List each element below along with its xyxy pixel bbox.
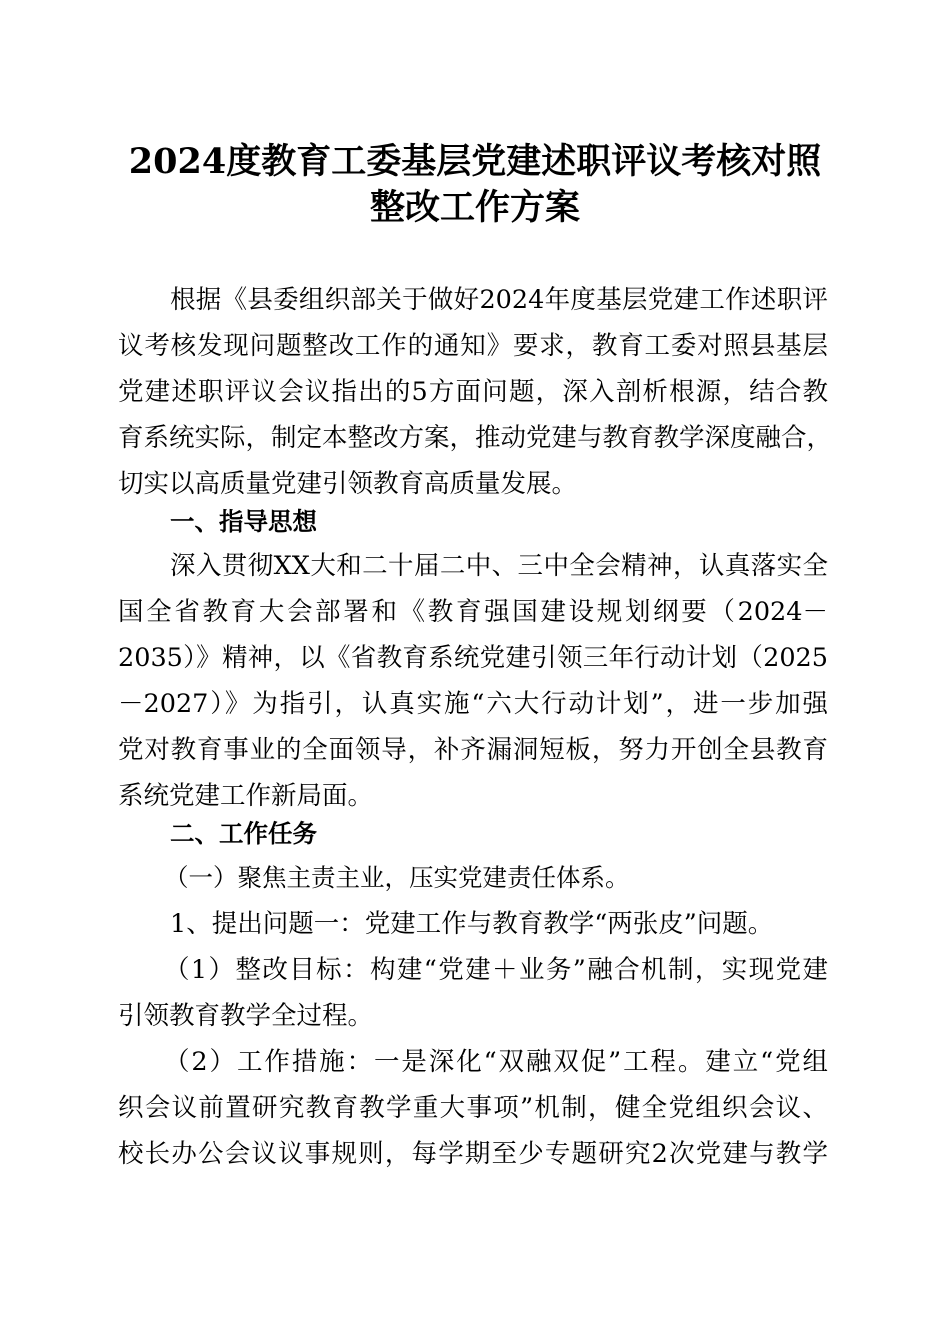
- paragraph-intro-line: 育系统实际，制定本整改方案，推动党建与教育教学深度融合，: [118, 423, 833, 453]
- paragraph-intro-line: 切实以高质量党建引领教育高质量发展。: [118, 469, 578, 499]
- document-title-line-2: 整改工作方案: [369, 187, 580, 228]
- subsection-heading-1: （一）聚焦主责主业，压实党建责任体系。: [164, 863, 630, 892]
- work-measures-line: 校长办公会议议事规则，每学期至少专题研究2次党建与教学: [118, 1139, 828, 1169]
- section-heading-guiding-thought: 一、指导思想: [170, 507, 317, 536]
- document-title-line-1: 2024度教育工委基层党建述职评议考核对照: [128, 141, 822, 182]
- paragraph-intro-line: 根据《县委组织部关于做好2024年度基层党建工作述职评: [170, 285, 828, 315]
- paragraph-guiding-line: 国全省教育大会部署和《教育强国建设规划纲要（2024－: [118, 597, 828, 627]
- paragraph-guiding-line: 2035）》精神，以《省教育系统党建引领三年行动计划（2025: [118, 643, 828, 673]
- work-measures-line: （2）工作措施：一是深化“双融双促”工程。建立“党组: [164, 1047, 828, 1077]
- rectification-goal-line: 引领教育教学全过程。: [118, 1001, 374, 1031]
- rectification-goal-line: （1）整改目标：构建“党建＋业务”融合机制，实现党建: [164, 955, 828, 985]
- section-heading-work-tasks: 二、工作任务: [170, 819, 317, 848]
- paragraph-guiding-line: 深入贯彻XX大和二十届二中、三中全会精神，认真落实全: [170, 551, 828, 581]
- paragraph-intro-line: 议考核发现问题整改工作的通知》要求，教育工委对照县基层: [118, 331, 828, 361]
- work-measures-line: 织会议前置研究教育教学重大事项”机制，健全党组织会议、: [118, 1093, 828, 1123]
- paragraph-guiding-line: 党对教育事业的全面领导，补齐漏洞短板，努力开创全县教育: [118, 735, 828, 765]
- paragraph-guiding-line: 系统党建工作新局面。: [118, 781, 374, 811]
- paragraph-guiding-line: －2027）》为指引，认真实施“六大行动计划”，进一步加强: [118, 689, 828, 719]
- paragraph-intro-line: 党建述职评议会议指出的5方面问题，深入剖析根源，结合教: [118, 377, 828, 407]
- problem-one-line: 1、提出问题一：党建工作与教育教学“两张皮”问题。: [170, 909, 774, 939]
